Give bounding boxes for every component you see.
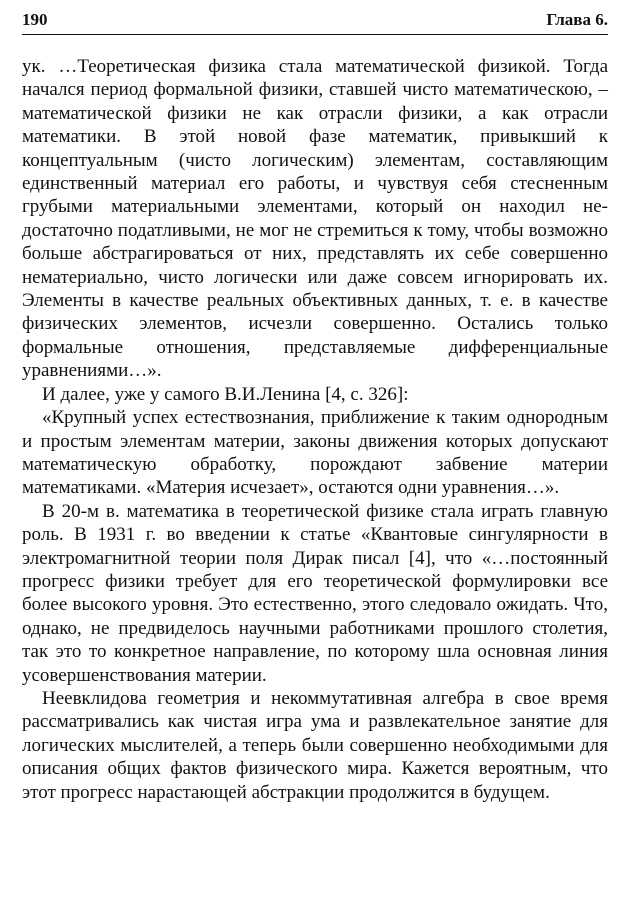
body-text: [22, 55, 608, 804]
document-page: [22, 8, 608, 888]
paragraph-lenin-intro: И далее, уже у самого В.И.Ленина [4, с. 326]:: [42, 383, 409, 405]
page-number: 190: [22, 10, 48, 29]
page-header: [22, 8, 608, 35]
paragraph-lenin-quote: «Крупный успех естествознания, приближение к таким однородным и простым элементам материи, законы движения которых допускают математическую обработку, порождают забвение материи математиками. «Материя исчезает», остаются одни уравнения…».: [22, 407, 608, 499]
paragraph-quote-continuation: ук. …Теоретическая физика стала математической физикой. Тогда начался период формальной физики, ставшей чисто математическою, – математической физики не как отрасли физики, а как отрасли математики. В этой новой фазе математик, привыкший к концептуальным (чисто логическим) элементам, составляющим единственный материал его работы, и чувствуя себя стесненным грубыми материальными элементами, который он находил недостаточно податливыми, не мог не стремиться к тому, чтобы возможно больше абстрагироваться от них, представлять их себе совершенно нематериально, чисто логически или даже совсем игнорировать их. Элементы в качестве реальных объективных данных, т. е. в качестве физических элементов, исчезли совершенно. Остались только формальные отношения, представляемые дифференциальные уравнениями…».: [22, 56, 608, 382]
chapter-title: Глава 6.: [546, 10, 608, 29]
paragraph-geometry: Неевклидова геометрия и некоммутативная алгебра в свое время рассматривались как чистая игра ума и развлекательное занятие для логических мыслителей, а теперь были совершенно необходимыми для описания общих фактов физического мира. Кажется вероятным, что этот прогресс нарастающей абстракции продолжится в будущем.: [22, 687, 608, 803]
paragraph-dirac: В 20-м в. математика в теоретической физике стала играть главную роль. В 1931 г. во введении к статье «Квантовые сингулярности в электромагнитной теории поля Дирак писал [4], что «…постоянный прогресс физики требует для его теоретической формулировки все более высокого уровня. Это естественно, этого следовало ожидать. Что, однако, не предвиделось научными работниками прошлого столетия, так это то конкретное направление, по которому шла основная линия усовершенствования материи.: [22, 500, 608, 686]
